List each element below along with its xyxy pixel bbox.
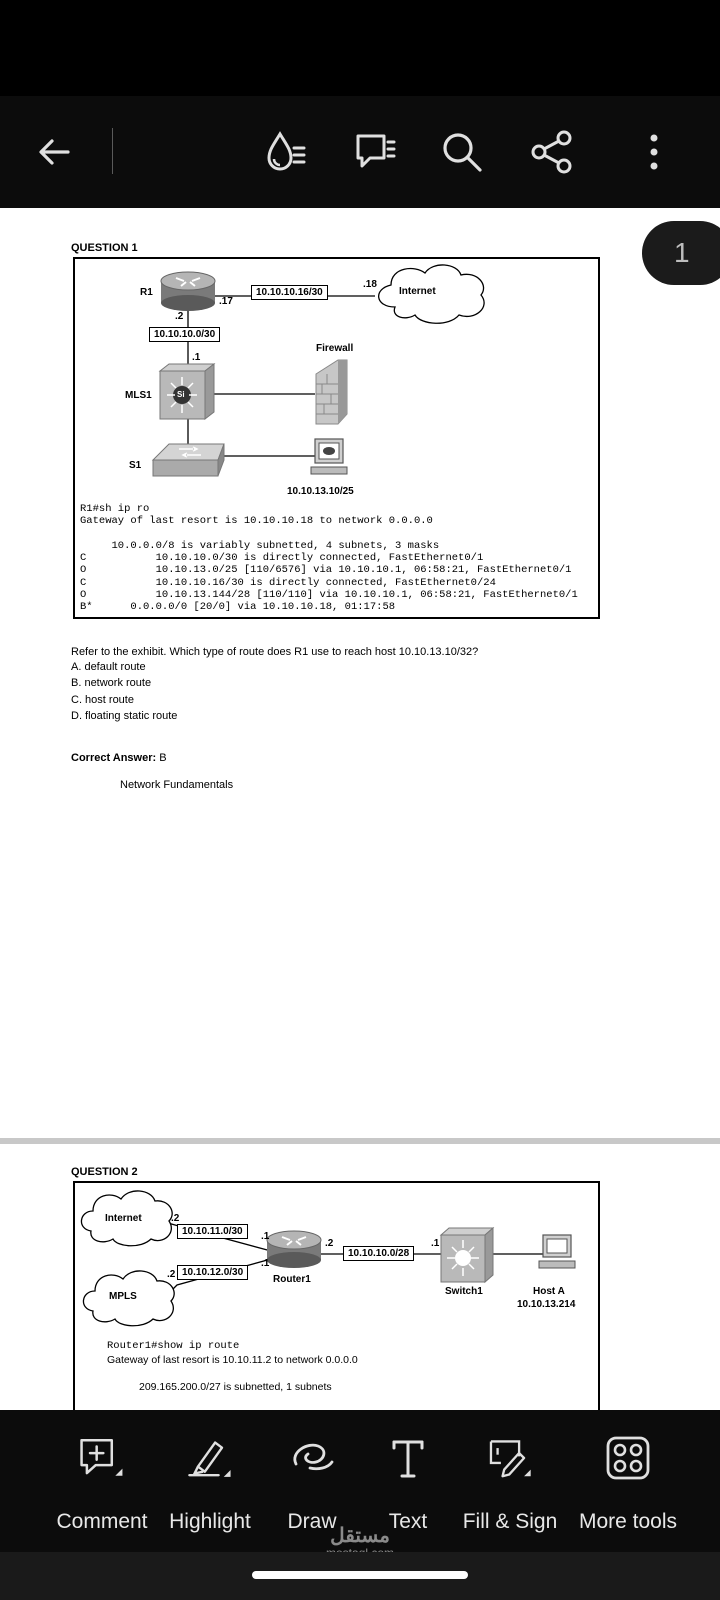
more-vertical-icon	[639, 130, 669, 174]
host-a-pc-icon	[539, 1235, 575, 1268]
search-button[interactable]	[432, 122, 492, 182]
option-b: B. network route	[71, 677, 152, 689]
correct-answer-value: B	[156, 752, 167, 764]
question-1-heading: QUESTION 1	[71, 242, 138, 254]
label-r1-dot17: .17	[219, 296, 233, 307]
label-internet: Internet	[399, 286, 436, 297]
label-router1: Router1	[273, 1274, 311, 1285]
option-c: C. host route	[71, 694, 134, 706]
subnet-box-11: 10.10.11.0/30	[177, 1224, 248, 1239]
label-firewall: Firewall	[316, 343, 354, 354]
highlight-label: Highlight	[169, 1510, 251, 1533]
back-button[interactable]	[24, 122, 84, 182]
label-switch1: Switch1	[445, 1286, 483, 1297]
label-dot2-b: .2	[167, 1269, 176, 1280]
arrow-left-icon	[34, 132, 74, 172]
label-mpls: MPLS	[109, 1291, 137, 1302]
search-icon	[440, 130, 484, 174]
multilayer-switch-icon	[160, 364, 214, 419]
more-tools-label: More tools	[578, 1510, 678, 1533]
label-mls1: MLS1	[125, 390, 152, 401]
fill-sign-label: Fill & Sign	[462, 1510, 558, 1533]
share-icon	[529, 129, 575, 175]
home-indicator[interactable]	[252, 1571, 468, 1579]
text-icon	[386, 1434, 430, 1482]
label-host-a: Host A	[533, 1286, 565, 1297]
draw-icon	[288, 1434, 336, 1482]
draw-label: Draw	[287, 1510, 337, 1533]
share-button[interactable]	[522, 122, 582, 182]
more-tools-button[interactable]	[566, 1410, 690, 1552]
label-dot1-c: .1	[431, 1238, 440, 1249]
cli-line: C 10.10.10.16/30 is directly connected, FastEthernet0/24	[80, 577, 496, 589]
host-pc-icon	[311, 439, 347, 474]
label-dot18: .18	[363, 279, 377, 290]
correct-answer-label: Correct Answer:	[71, 752, 157, 764]
highlighter-icon	[186, 1434, 234, 1482]
option-a: A. default route	[71, 661, 146, 673]
grid-tools-icon	[605, 1435, 651, 1481]
label-r1: R1	[140, 287, 153, 298]
text-label: Text	[388, 1510, 428, 1533]
label-si: Si	[177, 390, 185, 399]
label-dot1: .1	[192, 352, 201, 363]
comment-list-icon	[350, 128, 398, 176]
label-internet-2: Internet	[105, 1213, 142, 1224]
question-2-heading: QUESTION 2	[71, 1166, 138, 1178]
router1-icon	[267, 1231, 321, 1268]
subnet-box-0: 10.10.10.0/30	[149, 327, 220, 342]
page-separator	[0, 1138, 720, 1144]
system-nav-area	[0, 1552, 720, 1600]
subnet-box-10: 10.10.10.0/28	[343, 1246, 414, 1261]
cli-line: 10.0.0.0/8 is variably subnetted, 4 subnets, 3 masks	[80, 540, 440, 552]
subnet-box-12: 10.10.12.0/30	[177, 1265, 248, 1280]
comment-label: Comment	[56, 1510, 148, 1533]
question-1-exhibit	[73, 257, 600, 619]
correct-answer	[71, 752, 167, 764]
label-dot2-a: .2	[171, 1213, 180, 1224]
cli-line: O 10.10.13.0/25 [110/6576] via 10.10.10.1, 06:58:21, FastEthernet0/1	[80, 564, 572, 576]
more-options-button[interactable]	[624, 122, 684, 182]
router-r1-icon	[161, 272, 215, 311]
read-mode-icon	[262, 128, 310, 176]
comment-tool-button[interactable]	[52, 1410, 152, 1552]
cli-line: C 10.10.10.0/30 is directly connected, FastEthernet0/1	[80, 552, 484, 564]
cli-partial-line: 209.165.200.0/27 is subnetted, 1 subnets	[139, 1381, 332, 1393]
question-2-exhibit	[73, 1181, 600, 1410]
fill-sign-icon	[486, 1434, 534, 1482]
cli-line: B* 0.0.0.0/0 [20/0] via 10.10.10.18, 01:17:58	[80, 601, 396, 613]
label-dot1-b: .1	[261, 1258, 270, 1269]
label-host-a-ip: 10.10.13.214	[517, 1299, 576, 1310]
comments-list-button[interactable]	[344, 122, 404, 182]
switch1-icon	[441, 1228, 493, 1282]
fill-sign-tool-button[interactable]	[460, 1410, 560, 1552]
cli-gateway: Gateway of last resort is 10.10.11.2 to network 0.0.0.0	[107, 1354, 358, 1366]
cli-command: Router1#show ip route	[107, 1340, 240, 1352]
network-diagram-2	[75, 1183, 598, 1410]
top-toolbar	[0, 96, 720, 208]
cli-line: R1#sh ip ro	[80, 503, 150, 515]
question-1-text: Refer to the exhibit. Which type of route does R1 use to reach host 10.10.13.10/32?	[71, 646, 479, 658]
read-mode-button[interactable]	[256, 122, 316, 182]
status-area	[0, 0, 720, 96]
page-number-badge[interactable]	[642, 221, 720, 285]
highlight-tool-button[interactable]	[160, 1410, 260, 1552]
label-r1-dot2: .2	[175, 311, 184, 322]
cli-line: Gateway of last resort is 10.10.10.18 to network 0.0.0.0	[80, 515, 433, 527]
switch-s1-icon	[153, 444, 224, 476]
option-d: D. floating static route	[71, 710, 178, 722]
cli-line: O 10.10.13.144/28 [110/110] via 10.10.10.1, 06:58:21, FastEthernet0/1	[80, 589, 578, 601]
document-viewer[interactable]	[0, 208, 720, 1410]
label-host-net: 10.10.13.10/25	[287, 486, 354, 497]
page-number: 1	[674, 237, 690, 268]
label-dot1-a: .1	[261, 1231, 270, 1242]
subnet-box-16: 10.10.10.16/30	[251, 285, 328, 300]
toolbar-divider	[112, 128, 113, 174]
firewall-icon	[316, 360, 347, 424]
question-topic: Network Fundamentals	[120, 779, 234, 791]
label-dot2-c: .2	[325, 1238, 334, 1249]
comment-add-icon	[78, 1434, 126, 1482]
label-s1: S1	[129, 460, 142, 471]
watermark-logo: مستقل	[330, 1525, 390, 1547]
